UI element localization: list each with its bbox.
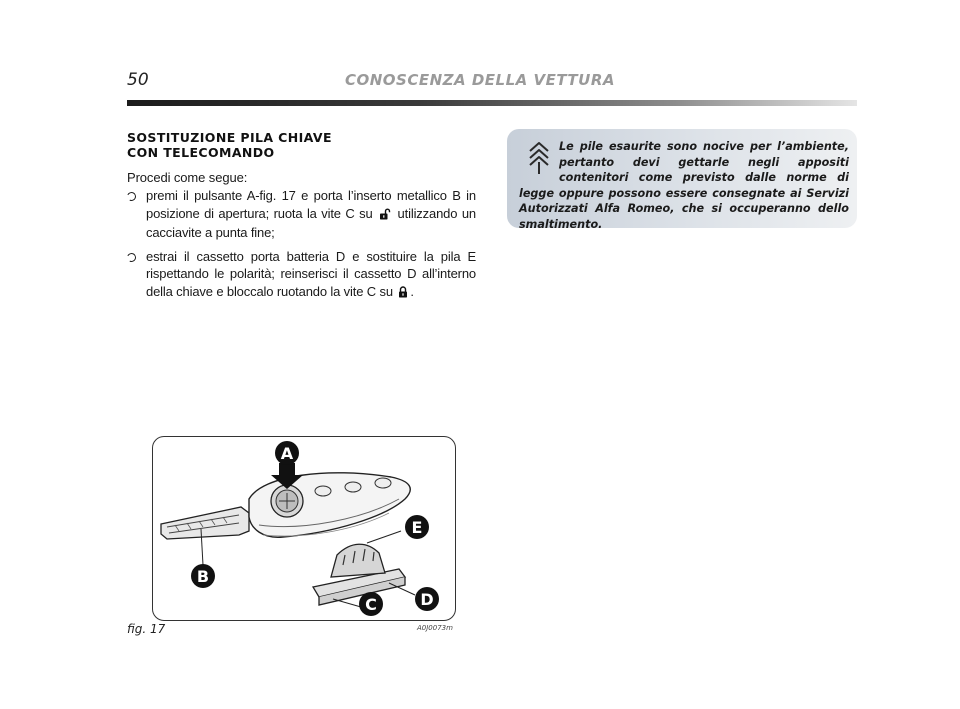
header-rule — [127, 100, 857, 106]
callout-b — [191, 564, 215, 588]
callout-e-label: E — [411, 518, 423, 537]
environment-note-box — [507, 129, 857, 231]
section-title-line-2: CON TELECOMANDO — [127, 145, 275, 160]
callout-a-label: A — [280, 444, 294, 463]
callout-d-label: D — [420, 590, 434, 609]
key-blade — [161, 507, 249, 539]
step-2-text: estrai il cassetto porta batteria D e sostituire la pila E rispettando le polarità; reinserisci il cassetto D all’interno della chiave e bloccalo ruotando la vite C su — [146, 248, 476, 299]
callout-a — [275, 441, 299, 465]
callout-d — [415, 587, 439, 611]
section-title — [127, 130, 332, 160]
unlocked-padlock-icon — [379, 207, 391, 225]
step-1-text-end: utilizzando un cacciavite a punta fine; — [146, 205, 476, 240]
callout-c-label: C — [365, 595, 377, 614]
steps-list — [127, 187, 476, 308]
callout-e — [405, 515, 429, 539]
page-number: 50 — [127, 70, 149, 90]
bullet-icon — [126, 191, 138, 203]
figure-code: A0J0073m — [417, 624, 453, 632]
list-item — [127, 187, 476, 242]
environment-note-text: Le pile esaurite sono nocive per l’ambiente, pertanto devi gettarle negli appositi contenitori come previsto dalle norme di legge oppure possono essere consegnate ai Servizi Autorizzati Alfa Romeo, che si occuperanno dello smaltimento. — [519, 140, 849, 231]
callout-b-label: B — [196, 567, 210, 586]
callout-c — [359, 592, 383, 616]
step-2-text-end: . — [410, 283, 414, 299]
list-item — [127, 248, 476, 303]
step-1-text: premi il pulsante A-fig. 17 e porta l’inserto metallico B in posizione di apertura; ruota la vite C su — [146, 188, 476, 221]
bullet-icon — [126, 251, 138, 263]
key-fob — [249, 473, 410, 537]
key-illustration — [153, 437, 455, 620]
battery-holder — [313, 544, 405, 605]
figure-caption: fig. 17 — [127, 622, 166, 636]
intro-text: Procedi come segue: — [127, 170, 248, 185]
section-title-line-1: SOSTITUZIONE PILA CHIAVE — [127, 130, 332, 145]
running-title: CONOSCENZA DELLA VETTURA — [344, 71, 616, 89]
key-figure — [152, 436, 456, 621]
locked-padlock-icon — [398, 285, 408, 303]
